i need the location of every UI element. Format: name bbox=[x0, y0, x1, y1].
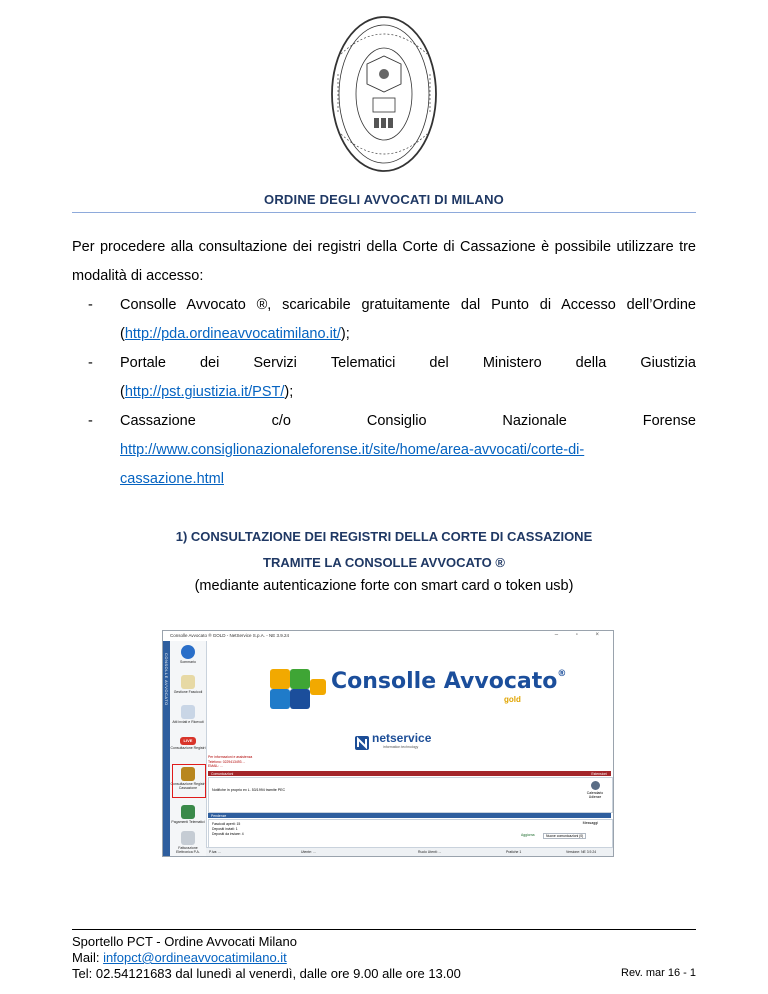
mail-label: Mail: bbox=[72, 950, 104, 965]
support-info bbox=[208, 755, 252, 769]
open-paren: ( bbox=[120, 384, 125, 400]
status-version: Versione: NE 3.9.24 bbox=[566, 850, 597, 854]
option-3-text bbox=[120, 407, 696, 436]
organization-title: ORDINE DEGLI AVVOCATI DI MILANO bbox=[264, 192, 504, 207]
mail-link[interactable]: infopct@ordineavvocatimilano.it bbox=[103, 950, 287, 965]
section-title-line-1: 1) CONSULTAZIONE DEI REGISTRI DELLA CORTE DI CASSAZIONE bbox=[175, 529, 593, 544]
panel-title: Comunicazioni bbox=[211, 771, 234, 776]
sidebar-label: Atti inviati e Ricevuti bbox=[172, 720, 204, 724]
vertical-brand-text: CONSOLLE AVVOCATO bbox=[164, 653, 169, 706]
status-user: Utente: ... bbox=[301, 850, 316, 854]
documents-icon bbox=[181, 705, 195, 719]
pending-panel bbox=[208, 819, 613, 848]
gold-label: gold bbox=[504, 695, 521, 704]
payment-icon bbox=[181, 805, 195, 819]
support-info-line: Per informazioni e assistenza bbox=[208, 755, 253, 759]
netservice-subtitle: information technology bbox=[383, 745, 419, 749]
pda-link[interactable]: http://pda.ordineavvocatimilano.it/ bbox=[124, 326, 341, 342]
invoice-icon bbox=[181, 831, 195, 845]
bullet-dash: - bbox=[88, 297, 93, 313]
sidebar-label: Sommario bbox=[180, 660, 196, 664]
option-1-link-line bbox=[120, 320, 696, 349]
option-2-word: dei bbox=[199, 355, 220, 371]
pending-row: Depositi da inviare: 4 bbox=[212, 832, 244, 836]
option-2-word: Ministero bbox=[482, 355, 542, 371]
option-3-word: Forense bbox=[642, 413, 696, 429]
panel-right-title: Estensioni bbox=[591, 771, 607, 776]
cnf-link-line-2[interactable]: cassazione.html bbox=[120, 471, 224, 487]
window-title: Consolle Avvocato ® GOLD - NetService S.p.A. - NE 3.9.24 bbox=[170, 633, 290, 638]
live-badge-icon: LIVE bbox=[180, 737, 196, 745]
section-title-line-2: TRAMITE LA CONSOLLE AVVOCATO ® bbox=[263, 555, 505, 570]
footer-divider bbox=[72, 929, 696, 930]
open-paren: ( bbox=[120, 326, 125, 342]
intro-paragraph: Per procedere alla consultazione dei registri della Corte di Cassazione è possibile utilizzare tre modalità di accesso: bbox=[72, 239, 696, 284]
title-divider bbox=[72, 212, 696, 213]
option-2-word: Portale bbox=[120, 355, 166, 371]
revision-label: Rev. mar 16 - 1 bbox=[621, 967, 696, 979]
highlight-box bbox=[172, 764, 206, 798]
section-title bbox=[0, 524, 768, 576]
option-1-label: Consolle Avvocato ®, scaricabile gratuitamente dal Punto di Accesso dell’Ordine bbox=[120, 297, 696, 313]
consolle-logo-text bbox=[331, 669, 566, 694]
option-3-word: Cassazione bbox=[120, 413, 196, 429]
status-bar bbox=[206, 847, 613, 857]
footer-line-sportello: Sportello PCT - Ordine Avvocati Milano bbox=[72, 934, 297, 949]
sidebar-label: Consultazione Registri bbox=[170, 746, 206, 750]
communications-panel-header bbox=[208, 771, 611, 776]
bullet-dash: - bbox=[88, 355, 93, 371]
option-3-link-line-2 bbox=[120, 465, 696, 494]
sidebar-label: Pagamenti Telematici bbox=[171, 820, 205, 824]
app-sidebar bbox=[170, 641, 207, 856]
vertical-brand-bar bbox=[163, 641, 170, 856]
bullet-dash: - bbox=[88, 413, 93, 429]
new-communications-box[interactable]: Nuove comunicazioni (0) bbox=[543, 833, 586, 839]
close-paren: ); bbox=[340, 326, 350, 342]
option-3-word: c/o bbox=[271, 413, 291, 429]
status-practices: Pratiche 1 bbox=[506, 850, 522, 854]
sidebar-label: Gestione Fascicoli bbox=[173, 690, 203, 694]
folder-icon bbox=[181, 675, 195, 689]
option-2-word: Giustizia bbox=[640, 355, 696, 371]
option-2-word: Telematici bbox=[330, 355, 396, 371]
calendar-icon bbox=[591, 781, 600, 790]
footer-line-phone: Tel: 02.54121683 dal lunedì al venerdì, dalle ore 9.00 alle ore 13.00 bbox=[72, 966, 461, 981]
sidebar-item-pagamenti[interactable] bbox=[170, 805, 206, 824]
option-2-link-line bbox=[120, 378, 696, 407]
cnf-link-line-1[interactable]: http://www.consiglionazionaleforense.it/site/home/area-avvocati/corte-di- bbox=[120, 442, 585, 458]
status-piva: P.Iva: ... bbox=[209, 850, 221, 854]
section-subtitle: (mediante autenticazione forte con smart card o token usb) bbox=[194, 578, 574, 594]
communication-item[interactable]: Notifiche in proprio ex L. 53/1994 tramite PEC bbox=[212, 788, 286, 792]
option-2-word: Servizi bbox=[253, 355, 297, 371]
window-controls[interactable]: – ▫ × bbox=[554, 632, 607, 638]
support-info-line: EMAIL: ... bbox=[208, 764, 223, 768]
close-paren: ); bbox=[284, 384, 294, 400]
calendar-button-label: Calendario Udienze bbox=[586, 791, 604, 799]
info-icon bbox=[181, 645, 195, 659]
option-3-word: Consiglio bbox=[366, 413, 427, 429]
option-1-text bbox=[120, 291, 696, 320]
messages-label: Messaggi bbox=[582, 821, 598, 825]
option-2-word: del bbox=[429, 355, 449, 371]
pending-row: Depositi inviati: 1 bbox=[212, 827, 238, 831]
ordine-seal-logo bbox=[329, 14, 439, 174]
communications-panel bbox=[208, 777, 613, 813]
pending-row: Fascicoli aperti: 15 bbox=[212, 822, 241, 826]
option-2-text bbox=[120, 349, 696, 378]
logo-registered: ® bbox=[557, 669, 567, 679]
sidebar-item-consultazione[interactable] bbox=[170, 737, 206, 750]
status-role: Ruolo Utenti: ... bbox=[418, 850, 442, 854]
netservice-text: netservice bbox=[372, 731, 432, 745]
sidebar-item-sommario[interactable] bbox=[170, 645, 206, 664]
sidebar-item-atti[interactable] bbox=[170, 705, 206, 724]
sidebar-item-fatturazione[interactable] bbox=[170, 831, 206, 854]
logo-text: Consolle Avvocato bbox=[331, 669, 558, 694]
option-3-word: Nazionale bbox=[502, 413, 567, 429]
sidebar-label: Fatturazione Elettronica P.A. bbox=[176, 846, 200, 854]
pending-panel-header bbox=[208, 813, 611, 818]
window-titlebar bbox=[163, 631, 613, 641]
calendar-button[interactable] bbox=[584, 781, 606, 799]
pst-link[interactable]: http://pst.giustizia.it/PST/ bbox=[124, 384, 285, 400]
option-2-word: della bbox=[575, 355, 607, 371]
sidebar-item-fascicoli[interactable] bbox=[170, 675, 206, 694]
option-3-link-line bbox=[120, 436, 696, 465]
pending-list bbox=[212, 822, 244, 837]
footer-line-mail bbox=[72, 950, 287, 966]
support-info-line: Telefono: 0229413493 ... bbox=[208, 759, 246, 764]
sidebar-label: Consultazione Registri Cassazione bbox=[170, 782, 206, 790]
consolle-avvocato-screenshot bbox=[162, 630, 614, 857]
refresh-button[interactable]: Aggiorna bbox=[521, 833, 535, 837]
panel-title: Pendenze bbox=[211, 813, 227, 818]
